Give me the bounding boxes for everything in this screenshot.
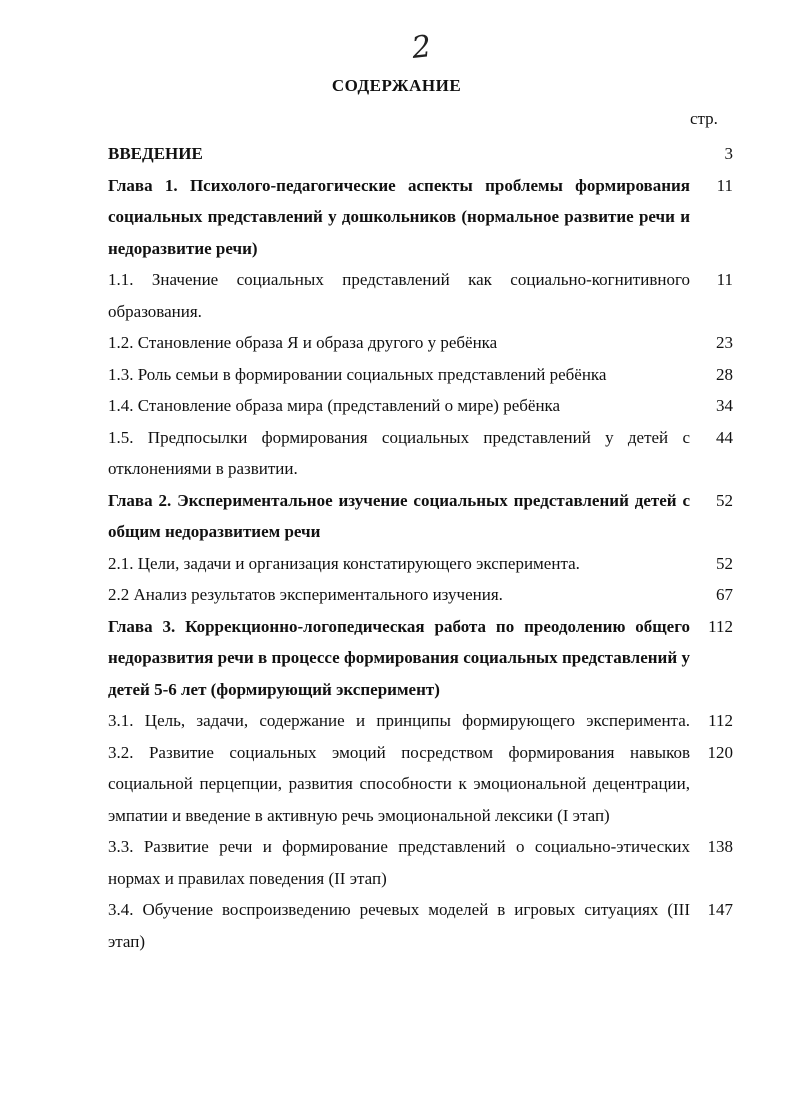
toc-entry-title: 3.2. Развитие социальных эмоций посредством формирования навыков социальной перцепции, развития способности к эмоциональной децентрации, эмпатии и введение в активную речь эмоциональной лексики (I этап) xyxy=(108,742,690,825)
toc-entry-page: 44 xyxy=(716,427,733,447)
toc-entry-page: 11 xyxy=(716,270,733,289)
pages-column-label: стр. xyxy=(690,109,718,128)
toc-entry-title: Глава 3. Коррекционно-логопедическая работа по преодолению общего недоразвития речи в процессе формирования социальных представлений у детей 5-6 лет (формирующий эксперимент) xyxy=(108,616,690,699)
toc-entry-page: 52 xyxy=(716,553,733,573)
toc-entry-title: Глава 2. Экспериментальное изучение социальных представлений детей с общим недоразвитием речи xyxy=(108,490,690,541)
page-title: СОДЕРЖАНИЕ xyxy=(331,76,462,95)
toc-entry-page: 147 xyxy=(707,900,733,919)
toc-entry-1-3 xyxy=(108,359,733,391)
toc-entry-1-5 xyxy=(108,422,733,485)
toc-entry-introduction xyxy=(108,138,733,170)
toc-entry-1-2 xyxy=(108,327,733,359)
toc-entry-3-4 xyxy=(108,894,733,957)
toc-entry-title: ВВЕДЕНИЕ xyxy=(108,144,203,163)
toc-entry-page: 28 xyxy=(716,364,733,384)
toc-entry-title: 2.1. Цели, задачи и организация констатирующего эксперимента. xyxy=(108,553,580,573)
toc-entry-page: 138 xyxy=(707,837,733,856)
toc-entry-2-1 xyxy=(108,548,733,580)
toc-entry-chapter-1 xyxy=(108,170,733,265)
toc-entry-1-4 xyxy=(108,390,733,422)
toc-entry-title: 1.2. Становление образа Я и образа другого у ребёнка xyxy=(108,333,498,352)
toc-entry-page: 112 xyxy=(708,711,733,730)
toc-entry-3-3 xyxy=(108,831,733,894)
toc-entry-page: 3 xyxy=(724,144,733,163)
toc-entry-page: 52 xyxy=(716,490,733,510)
toc-entry-chapter-2 xyxy=(108,485,733,548)
toc-entry-2-2 xyxy=(108,579,733,611)
toc-entry-page: 34 xyxy=(716,396,733,415)
toc-entry-title: 3.3. Развитие речи и формирование представлений о социально-этических нормах и правилах поведения (II этап) xyxy=(108,837,690,888)
toc-entry-title: 2.2 Анализ результатов экспериментального изучения. xyxy=(108,585,503,604)
toc-entry-1-1 xyxy=(108,264,733,327)
toc-entry-title: 3.1. Цель, задачи, содержание и принципы формирующего эксперимента. xyxy=(108,711,690,730)
toc-entry-title: 1.4. Становление образа мира (представлений о мире) ребёнка xyxy=(108,396,561,415)
toc-entry-chapter-3 xyxy=(108,611,733,706)
toc-entry-3-1 xyxy=(108,705,733,737)
toc-entry-title: 1.1. Значение социальных представлений как социально-когнитивного образования. xyxy=(108,270,690,321)
toc-entry-page: 120 xyxy=(707,742,733,762)
toc-entry-title: 3.4. Обучение воспроизведению речевых моделей в игровых ситуациях (III этап) xyxy=(108,900,690,951)
toc-entry-title: 1.5. Предпосылки формирования социальных представлений у детей с отклонениями в развитии. xyxy=(108,427,690,478)
handwritten-page-number: 2 xyxy=(410,29,433,66)
toc-entry-page: 11 xyxy=(716,175,733,195)
toc-entry-3-2 xyxy=(108,737,733,832)
table-of-contents xyxy=(108,138,733,957)
toc-entry-page: 67 xyxy=(716,585,733,604)
toc-entry-title: Глава 1. Психолого-педагогические аспекты проблемы формирования социальных представлений у дошкольников (нормальное развитие речи и недоразвитие речи) xyxy=(108,175,690,258)
toc-entry-title: 1.3. Роль семьи в формировании социальных представлений ребёнка xyxy=(108,364,607,384)
toc-entry-page: 112 xyxy=(708,616,733,636)
toc-entry-page: 23 xyxy=(716,333,733,352)
